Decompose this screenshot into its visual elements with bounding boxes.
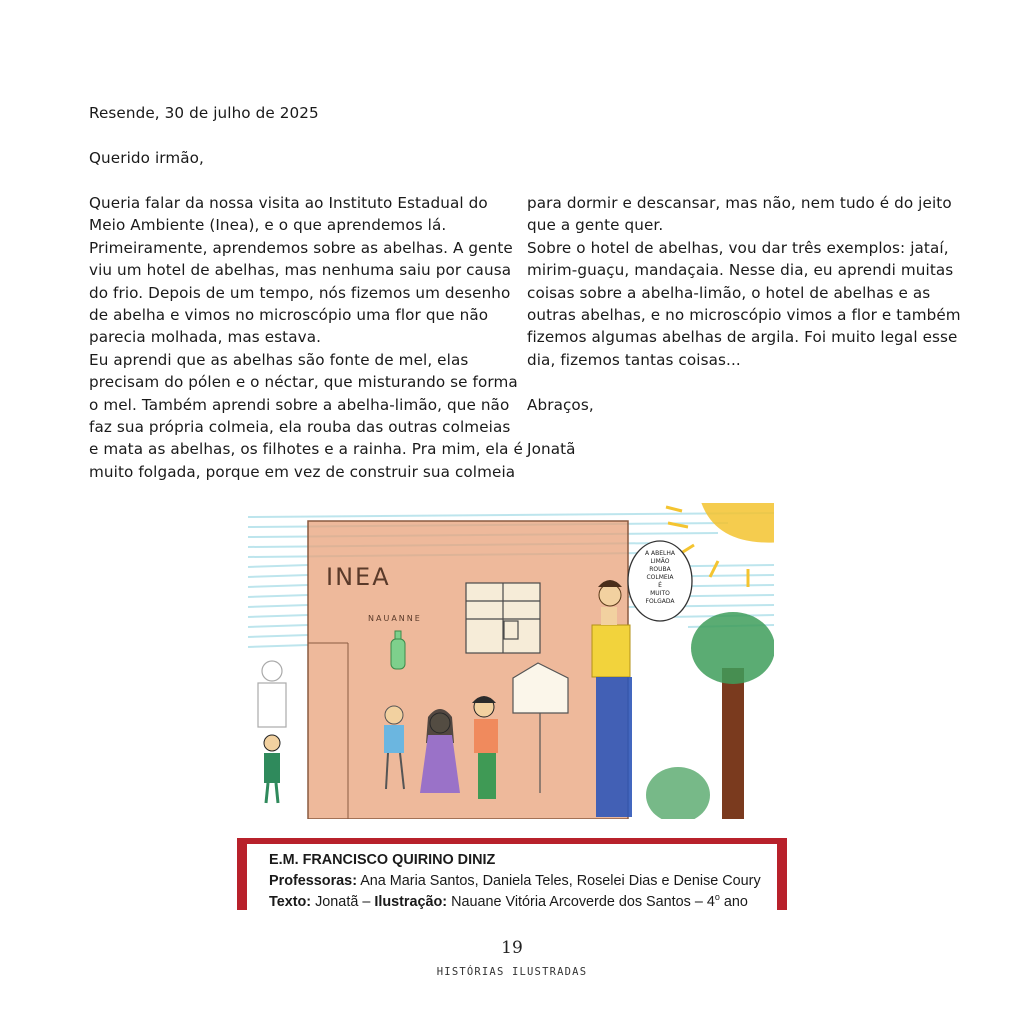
letter-line: mirim-guaçu, mandaçaia. Nesse dia, eu aprendi muitas [527, 261, 954, 280]
letter-line: e mata as abelhas, os filhotes e a rainha. Pra mim, ela é [89, 440, 523, 459]
building-sign: INEA [326, 563, 391, 591]
speech-bubble [628, 541, 692, 621]
letter-line: Eu aprendi que as abelhas são fonte de mel, elas [89, 350, 469, 369]
letter-line: Primeiramente, aprendemos sobre as abelhas. A gente [89, 238, 513, 257]
letter-closing: Abraços, [527, 395, 594, 414]
letter-line: para dormir e descansar, mas não, nem tudo é do jeito [527, 194, 952, 212]
illustration-label: Ilustração: [374, 894, 448, 910]
bubble-line: ROUBA [649, 566, 671, 573]
teachers-list: Ana Maria Santos, Daniela Teles, Roselei Dias e Denise Coury [360, 873, 761, 889]
letter-line: Sobre o hotel de abelhas, vou dar três exemplos: jataí, [527, 238, 949, 257]
grade-ordinal: o [714, 892, 720, 903]
teachers-label: Professoras: [269, 873, 357, 889]
letter-line: que a gente quer. [527, 216, 664, 235]
bubble-line: FOLGADA [645, 598, 675, 605]
letter-greeting: Querido irmão, [89, 149, 204, 167]
letter-line: coisas sobre a abelha-limão, o hotel de abelhas e as [527, 283, 931, 302]
letter-line: o mel. Também aprendi sobre a abelha-limão, que não [89, 395, 510, 414]
letter-line: viu um hotel de abelhas, mas nenhuma saiu por causa [89, 261, 512, 280]
letter-left-column [89, 192, 523, 483]
bubble-line: COLMEIA [646, 574, 674, 581]
letter-line: parecia molhada, mas estava. [89, 328, 322, 347]
letter-line: fizemos algumas abelhas de argila. Foi muito legal esse [527, 328, 958, 347]
letter-line: do frio. Depois de um tempo, nós fizemos um desenho [89, 283, 511, 302]
child-drawing-illustration [248, 503, 774, 819]
letter-line: faz sua própria colmeia, ela rouba das outras colmeias [89, 418, 511, 437]
artist-tag: NAUANNE [368, 614, 422, 623]
bubble-line: A ABELHA [645, 550, 675, 557]
letter-line: dia, fizemos tantas coisas... [527, 350, 741, 369]
credits-box [237, 838, 787, 910]
letter-line: outras abelhas, e no microscópio vimos a flor e também [527, 306, 961, 325]
letter-date: Resende, 30 de julho de 2025 [89, 104, 319, 122]
bubble-line: MUITO [650, 590, 670, 597]
credits-content [247, 844, 777, 910]
letter-line: Queria falar da nossa visita ao Instituto Estadual do [89, 194, 488, 212]
bubble-line: É [658, 582, 662, 589]
letter-right-column [527, 192, 961, 461]
running-footer: HISTÓRIAS ILUSTRADAS [436, 966, 588, 978]
page-number: 19 [501, 938, 523, 958]
letter-line: Meio Ambiente (Inea), e o que aprendemos lá. [89, 216, 447, 235]
letter-signature: Jonatã [527, 440, 576, 459]
bubble-line: LIMÃO [650, 558, 670, 565]
letter-line: muito folgada, porque em vez de construir sua colmeia [89, 462, 516, 481]
text-author: Jonatã – [315, 894, 375, 910]
text-label: Texto: [269, 894, 312, 910]
building-window [466, 583, 540, 653]
letter-line: precisam do pólen e o néctar, que misturando se forma [89, 373, 518, 392]
illustrator: Nauane Vitória Arcoverde dos Santos – 4 [451, 894, 715, 910]
letter-line: de abelha e vimos no microscópio uma flor que não [89, 306, 489, 325]
grade-word: ano [719, 894, 748, 910]
school-name: E.M. FRANCISCO QUIRINO DINIZ [269, 852, 496, 868]
